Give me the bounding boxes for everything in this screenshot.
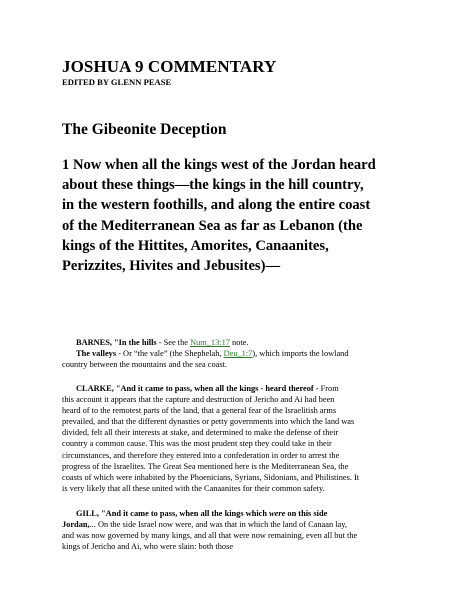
clarke-commentary xyxy=(62,383,467,494)
clarke-line: progress of the Israelites. The Great Sea mentioned here is the Mediterranean Sea, the xyxy=(62,461,349,471)
barnes-commentary xyxy=(62,337,467,370)
clarke-lead-line xyxy=(62,383,467,394)
clarke-line: circumstances, and therefore they entered into a confederation in order to arrest the xyxy=(62,450,340,460)
verse-line: Perizzites, Hivites and Jebusites)— xyxy=(62,258,281,275)
valleys-lead: The valleys xyxy=(76,349,117,359)
clarke-lead: CLARKE, "And it came to pass, when all the kings - heard thereof xyxy=(76,384,314,393)
gill-line: kings of Jericho and Ai, who were slain: both those xyxy=(62,542,234,552)
valleys-tail: ), which imports the lowland xyxy=(252,349,349,359)
clarke-line: prevailed, and that the different dynasties or petty governments into which the land was xyxy=(62,417,355,427)
verse-line: 1 Now when all the kings west of the Jordan heard xyxy=(62,157,376,173)
section-heading: The Gibeonite Deception xyxy=(62,121,227,138)
valleys-text: - Or “the vale” (the Shephelah, xyxy=(116,349,224,359)
barnes-lead: BARNES, "In the hills xyxy=(76,338,157,347)
clarke-line: this account it appears that the capture and destruction of Jericho and Ai had been xyxy=(62,395,335,405)
document-editor: EDITED BY GLENN PEASE xyxy=(62,77,172,87)
gill-lead-line xyxy=(62,508,467,519)
gill-jordan-line xyxy=(62,519,467,530)
clarke-line: coasts of which were inhabited by the Phoenicians, Syrians, Sidonians, and Philistines. It xyxy=(62,472,360,482)
verse-line: kings of the Hittites, Amorites, Canaanites, xyxy=(62,237,329,254)
barnes-line: country between the mountains and the sea coast. xyxy=(62,360,227,370)
clarke-line: divided, felt all their interests at stake, and determined to make the defense of their xyxy=(62,428,339,438)
barnes-note: note. xyxy=(229,338,249,347)
gill-jordan: Jordan, xyxy=(62,520,90,530)
clarke-line: country a common cause. This was the most prudent step they could take in their xyxy=(62,439,332,449)
clarke-line: heard of to the remotest parts of the land, that a general fear of the Israelitish arms xyxy=(62,406,337,416)
verse-line: in the western foothills, and along the entire coast xyxy=(62,197,371,214)
verse-text xyxy=(62,155,462,276)
barnes-line xyxy=(62,337,467,348)
clarke-lead-tail: - From xyxy=(313,384,339,393)
num-13-17-link[interactable]: Num_13:17 xyxy=(190,338,230,347)
deu-1-7-link[interactable]: Deu_1:7 xyxy=(223,349,253,359)
gill-lead: GILL, "And it came to pass, when all the kings which xyxy=(76,509,270,518)
gill-lead-end: on this side xyxy=(285,509,328,518)
barnes-valleys-line xyxy=(62,348,467,359)
verse-line: about these things—the kings in the hill country, xyxy=(62,177,364,194)
document-title: JOSHUA 9 COMMENTARY xyxy=(62,57,277,76)
gill-commentary xyxy=(62,508,467,552)
gill-jordan-tail: ... On the side Israel now were, and was that in which the land of Canaan lay, xyxy=(89,520,347,530)
gill-line: and was now governed by many kings, and all that were now remaining, even all but the xyxy=(62,531,358,541)
barnes-dash: - See the xyxy=(156,338,191,347)
verse-line: of the Mediterranean Sea as far as Lebanon (the xyxy=(62,217,363,234)
gill-lead-italic: were xyxy=(269,509,286,518)
clarke-line: is very likely that all these united with the Canaanites for their common safety. xyxy=(62,483,325,493)
